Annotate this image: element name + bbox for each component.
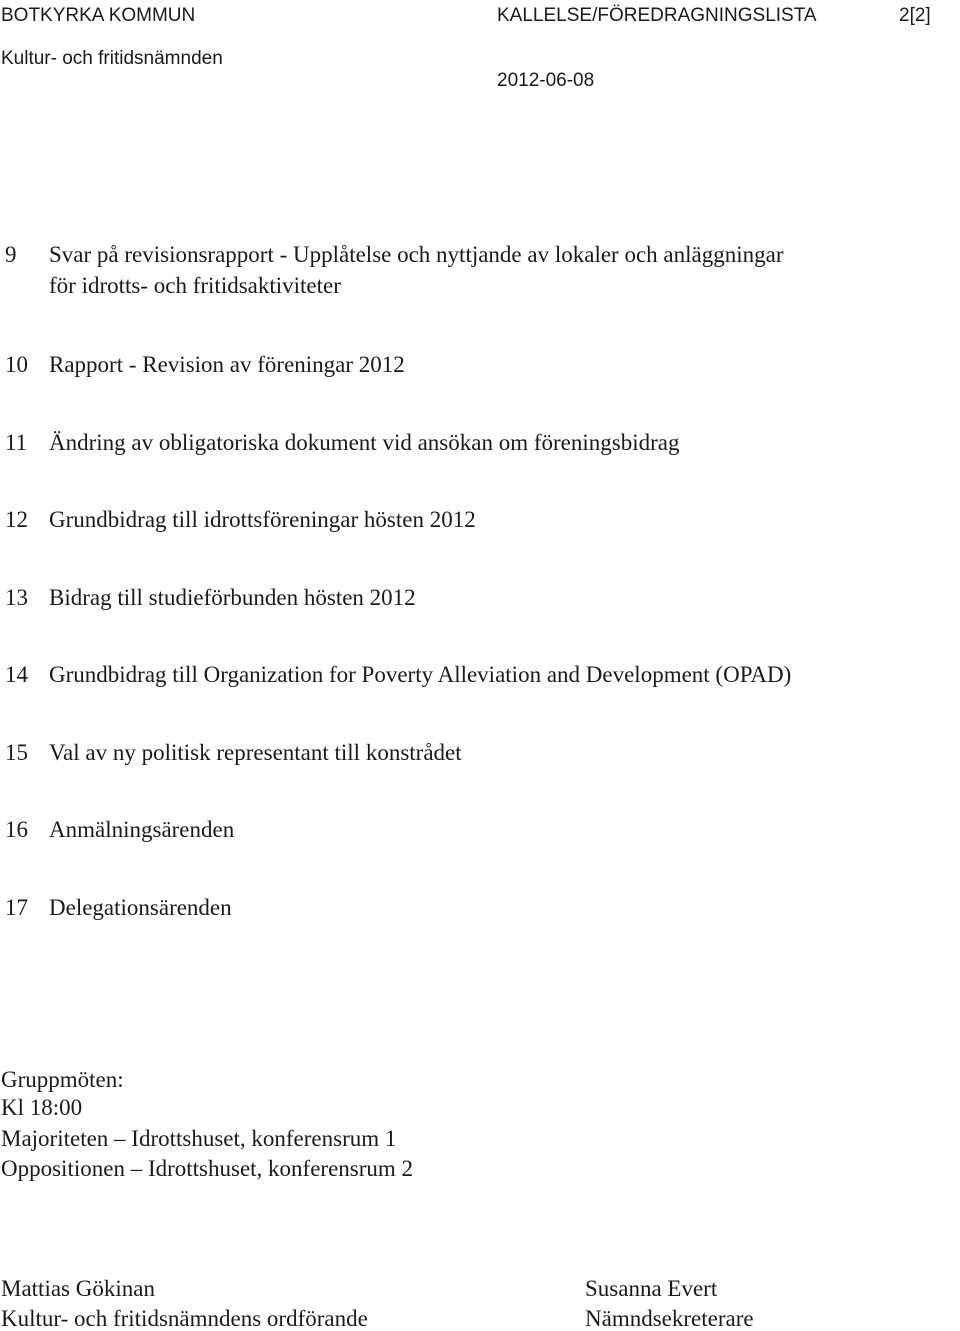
agenda-item-number: 12 [5,507,28,532]
agenda-item-title: Val av ny politisk representant till konstrådet [49,740,462,765]
group-meetings-opposition: Oppositionen – Idrottshuset, konferensrum 2 [1,1156,414,1181]
agenda-item-title: Grundbidrag till idrottsföreningar hösten 2012 [49,507,476,532]
agenda-item-number: 9 [5,242,17,267]
agenda-item-number: 14 [5,662,28,687]
chair-name: Mattias Gökinan [1,1276,155,1301]
agenda-item-title: Grundbidrag till Organization for Poverty Alleviation and Development (OPAD) [49,662,792,687]
agenda-item-number: 11 [5,430,28,455]
committee-name: Kultur- och fritidsnämnden [1,48,223,69]
meeting-date: 2012-06-08 [497,70,595,91]
agenda-item-number: 13 [5,585,28,610]
agenda-item-title: Delegationsärenden [49,895,232,920]
agenda-item-title-cont: för idrotts- och fritidsaktiviteter [49,273,341,298]
agenda-item-title: Bidrag till studieförbunden hösten 2012 [49,585,416,610]
group-meetings-majority: Majoriteten – Idrottshuset, konferensrum 1 [1,1126,397,1151]
agenda-item-number: 15 [5,740,28,765]
agenda-item-title: Anmälningsärenden [49,817,235,842]
page-number: 2[2] [899,5,931,26]
group-meetings-time: Kl 18:00 [1,1095,83,1120]
agenda-item-number: 17 [5,895,28,920]
agenda-item-number: 10 [5,352,28,377]
agenda-item-title: Ändring av obligatoriska dokument vid ansökan om föreningsbidrag [49,430,680,455]
secretary-title: Nämndsekreterare [585,1306,754,1331]
agenda-item-title: Svar på revisionsrapport - Upplåtelse och nyttjande av lokaler och anläggningar [49,242,784,267]
agenda-item-number: 16 [5,817,28,842]
org-name: BOTKYRKA KOMMUN [1,5,196,26]
chair-title: Kultur- och fritidsnämndens ordförande [1,1306,368,1331]
secretary-name: Susanna Evert [585,1276,718,1301]
document-type: KALLELSE/FÖREDRAGNINGSLISTA [497,5,817,26]
group-meetings-heading: Gruppmöten: [1,1067,124,1092]
agenda-item-title: Rapport - Revision av föreningar 2012 [49,352,405,377]
